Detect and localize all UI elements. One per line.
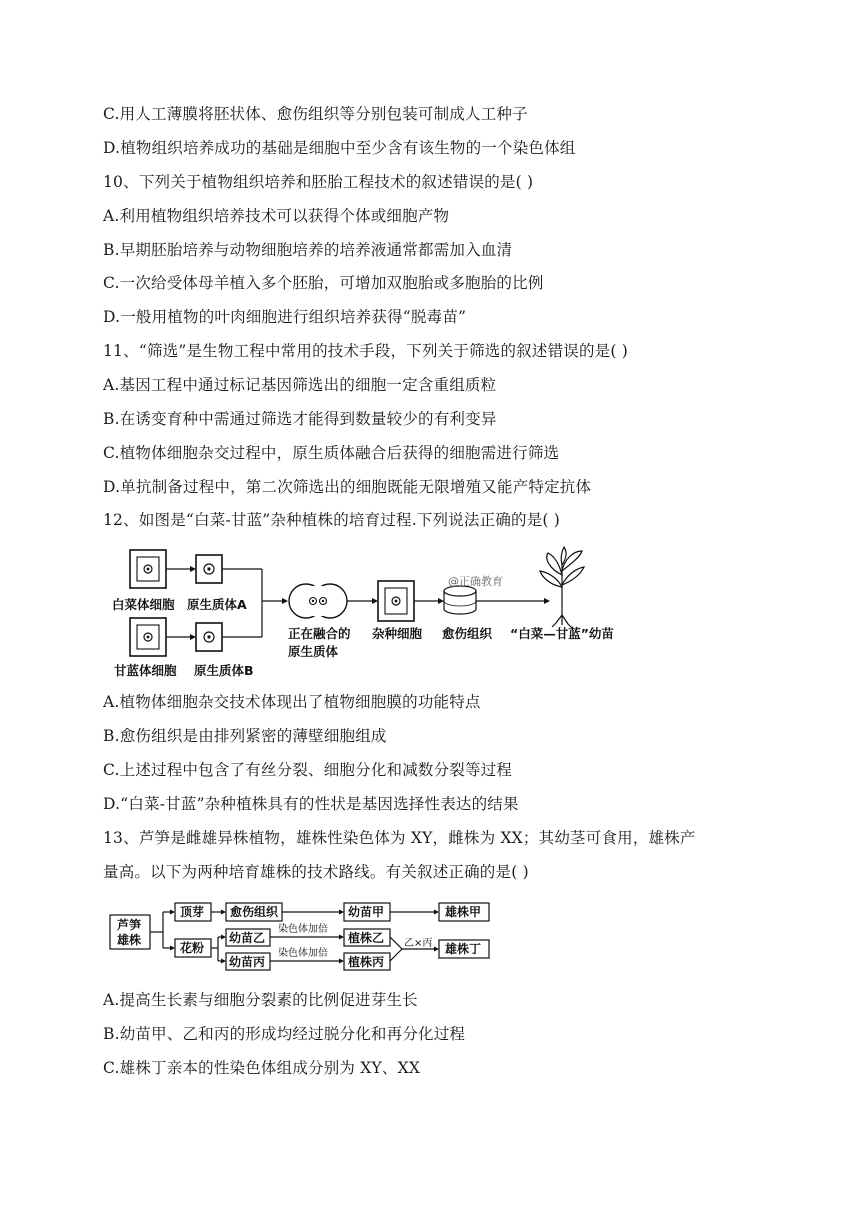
option-c-q9: C.用人工薄膜将胚状体、愈伤组织等分别包装可制成人工种子 — [103, 105, 528, 123]
option-b-q13: B.幼苗甲、乙和丙的形成均经过脱分化和再分化过程 — [103, 1025, 466, 1043]
svg-text:雄株: 雄株 — [117, 933, 142, 947]
protoplast-b-label: 原生质体B — [194, 663, 254, 678]
option-b-q10: B.早期胚胎培养与动物细胞培养的培养液通常都需加入血清 — [103, 241, 513, 259]
option-a-q12: A.植物体细胞杂交技术体现出了植物细胞膜的功能特点 — [103, 693, 481, 711]
cabbage-cell-label: 白菜体细胞 — [112, 597, 175, 612]
watermark-text: @正确教育 — [448, 575, 503, 588]
question-11: 11、“筛选”是生物工程中常用的技术手段，下列关于筛选的叙述错误的是( ) — [103, 342, 628, 360]
svg-text:花粉: 花粉 — [180, 941, 205, 955]
fusing-label-1: 正在融合的 — [288, 626, 351, 641]
hybrid-process-figure — [110, 545, 650, 678]
callus-label: 愈伤组织 — [442, 626, 493, 641]
hybrid-cell-label: 杂种细胞 — [372, 626, 423, 641]
question-12: 12、如图是“白菜-甘蓝”杂种植株的培育过程.下列说法正确的是( ) — [103, 511, 561, 529]
fusing-label-2: 原生质体 — [288, 644, 339, 659]
svg-text:植株乙: 植株乙 — [348, 931, 385, 945]
svg-text:雄株甲: 雄株甲 — [445, 905, 482, 919]
option-a-q11: A.基因工程中通过标记基因筛选出的细胞一定含重组质粒 — [103, 376, 497, 394]
option-b-q12: B.愈伤组织是由排列紧密的薄壁细胞组成 — [103, 727, 387, 745]
seedling-label: “白菜—甘蓝”幼苗 — [510, 626, 614, 641]
option-a-q13: A.提高生长素与细胞分裂素的比例促进芽生长 — [103, 991, 418, 1009]
question-13-line1: 13、芦笋是雌雄异株植物，雄株性染色体为 XY，雌株为 XX；其幼茎可食用，雄株产 — [103, 829, 696, 847]
svg-text:顶芽: 顶芽 — [180, 905, 205, 919]
seedling-icon — [540, 547, 584, 628]
question-10: 10、下列关于植物组织培养和胚胎工程技术的叙述错误的是( ) — [103, 173, 534, 191]
option-c-q12: C.上述过程中包含了有丝分裂、细胞分化和减数分裂等过程 — [103, 761, 513, 779]
svg-text:幼苗乙: 幼苗乙 — [229, 931, 266, 945]
svg-text:芦笋: 芦笋 — [117, 918, 142, 932]
option-d-q10: D.一般用植物的叶肉细胞进行组织培养获得“脱毒苗” — [103, 308, 467, 326]
svg-text:雄株丁: 雄株丁 — [445, 942, 482, 956]
option-c-q10: C.一次给受体母羊植入多个胚胎，可增加双胞胎或多胞胎的比例 — [103, 274, 544, 292]
option-b-q11: B.在诱变育种中需通过筛选才能得到数量较少的有利变异 — [103, 410, 497, 428]
svg-text:植株丙: 植株丙 — [348, 955, 385, 969]
option-c-q13: C.雄株丁亲本的性染色体组成分别为 XY、XX — [103, 1059, 421, 1077]
svg-text:乙×丙: 乙×丙 — [404, 938, 433, 949]
svg-text:染色体加倍: 染色体加倍 — [278, 948, 328, 959]
svg-text:幼苗丙: 幼苗丙 — [229, 955, 266, 969]
kale-cell-label: 甘蓝体细胞 — [114, 663, 177, 678]
svg-text:愈伤组织: 愈伤组织 — [230, 905, 279, 919]
protoplast-a-label: 原生质体A — [187, 597, 247, 612]
option-c-q11: C.植物体细胞杂交过程中，原生质体融合后获得的细胞需进行筛选 — [103, 444, 560, 462]
option-a-q10: A.利用植物组织培养技术可以获得个体或细胞产物 — [103, 207, 450, 225]
svg-text:染色体加倍: 染色体加倍 — [278, 924, 328, 935]
question-13-line2: 量高。以下为两种培育雄株的技术路线。有关叙述正确的是( ) — [103, 863, 529, 881]
option-d-q11: D.单抗制备过程中，第二次筛选出的细胞既能无限增殖又能产特定抗体 — [103, 478, 592, 496]
option-d-q9: D.植物组织培养成功的基础是细胞中至少含有该生物的一个染色体组 — [103, 139, 576, 157]
svg-text:幼苗甲: 幼苗甲 — [348, 905, 385, 919]
option-d-q12: D.“白菜-甘蓝”杂种植株具有的性状是基因选择性表达的结果 — [103, 795, 519, 813]
asparagus-flowchart — [108, 895, 500, 975]
